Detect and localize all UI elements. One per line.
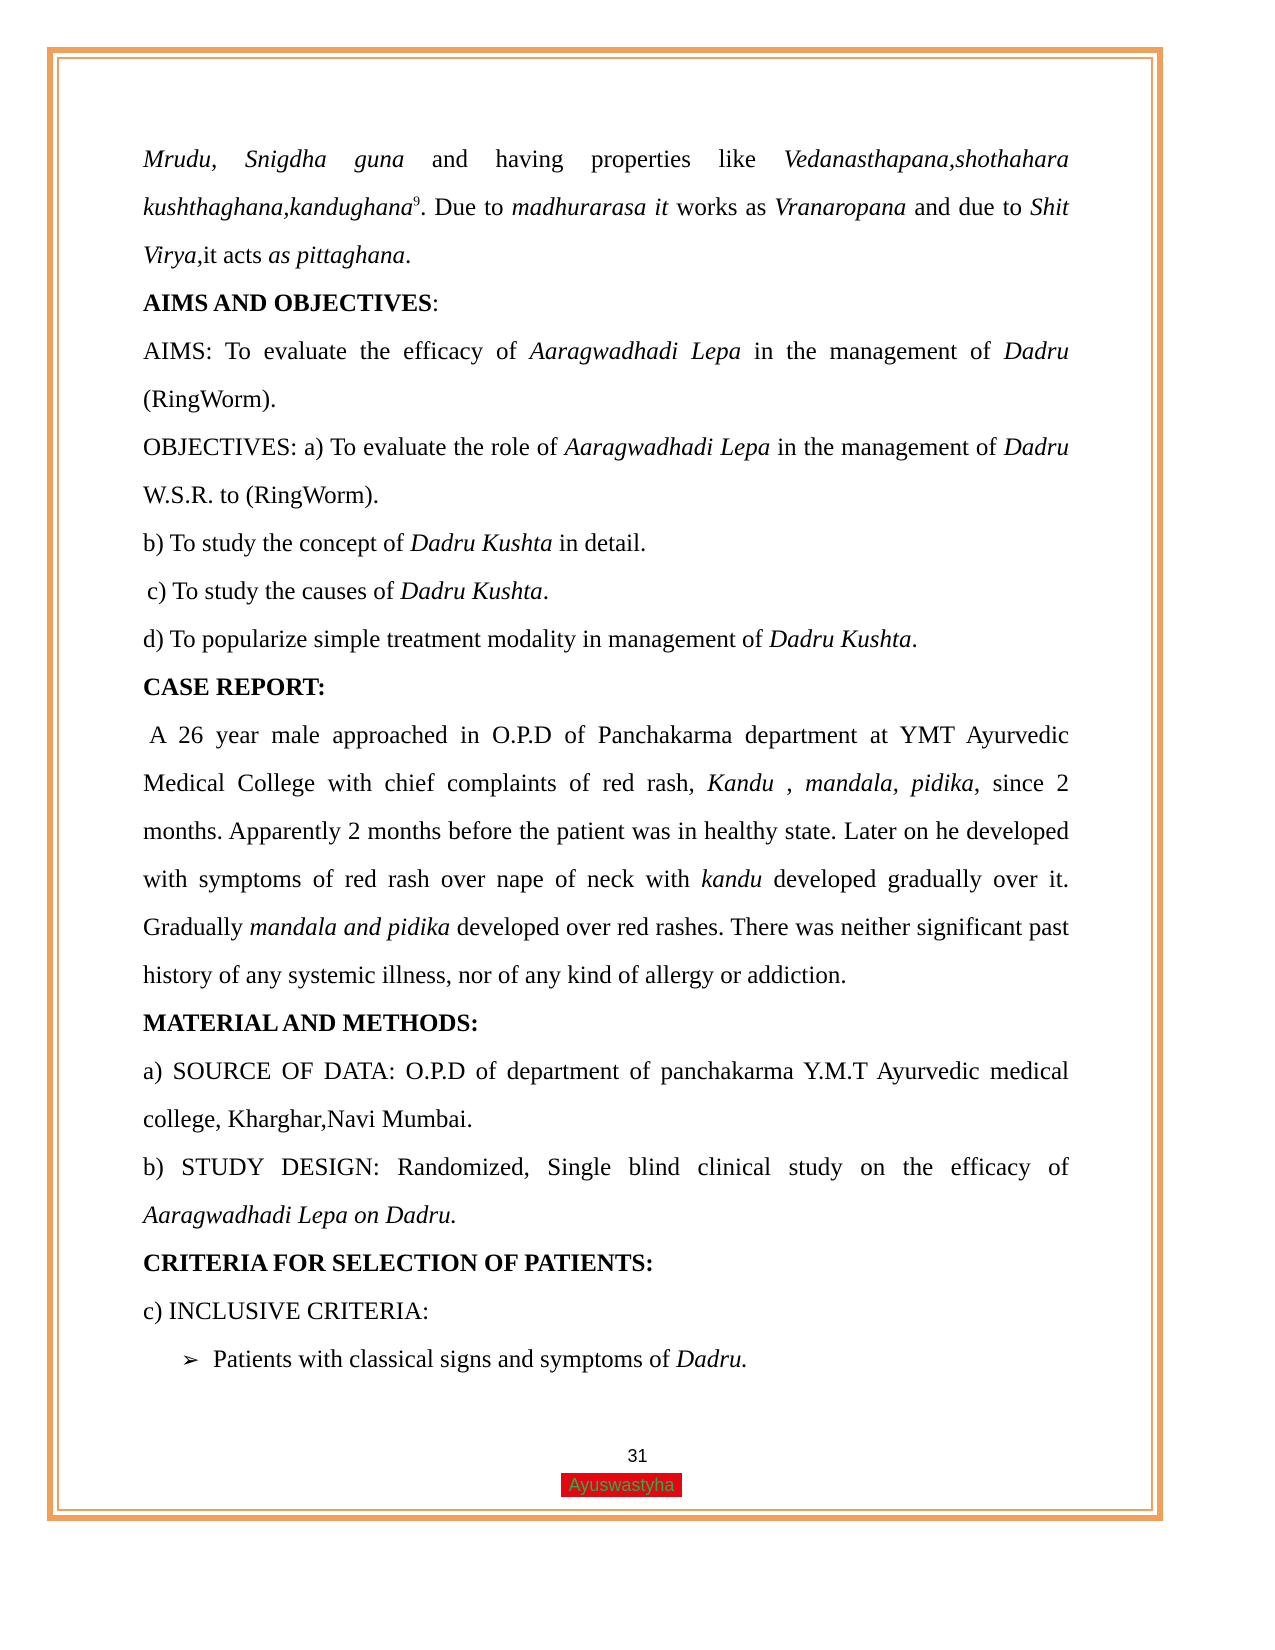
arrow-bullet-icon: ➢ bbox=[181, 1347, 200, 1372]
source-of-data: a) SOURCE OF DATA: O.P.D of department of panchakarma Y.M.T Ayurvedic medical college, Kharghar,Navi Mumbai. bbox=[143, 1058, 1069, 1133]
aims-paragraph: AIMS: To evaluate the efficacy of Aaragwadhadi Lepa in the management of Dadru (RingWorm). bbox=[143, 338, 1069, 413]
journal-name-badge: Ayuswastyha bbox=[561, 1473, 682, 1497]
page-number: 31 bbox=[627, 1446, 648, 1466]
material-methods-heading: MATERIAL AND METHODS: bbox=[143, 1010, 479, 1037]
inclusive-criteria-label: c) INCLUSIVE CRITERIA: bbox=[143, 1298, 430, 1325]
case-report-heading: CASE REPORT: bbox=[143, 674, 326, 701]
objective-c: c) To study the causes of Dadru Kushta. bbox=[147, 578, 549, 605]
criteria-heading: CRITERIA FOR SELECTION OF PATIENTS: bbox=[143, 1250, 654, 1277]
case-report-paragraph: A 26 year male approached in O.P.D of Panchakarma department at YMT Ayurvedic Medical College with chief complaints of red rash, Kandu , mandala, pidika, since 2 months. Apparently 2 months before the patient was in healthy state. Later on he developed with symptoms of red rash over nape of neck with kandu developed gradually over it. Gradually mandala and pidika developed over red rashes. There was neither significant past history of any systemic illness, nor of any kind of allergy or addiction. bbox=[143, 722, 1069, 989]
aims-objectives-heading: AIMS AND OBJECTIVES: bbox=[143, 290, 439, 317]
study-design: b) STUDY DESIGN: Randomized, Single blind clinical study on the efficacy of Aaragwadhadi Lepa on Dadru. bbox=[143, 1154, 1069, 1229]
objectives-paragraph: OBJECTIVES: a) To evaluate the role of Aaragwadhadi Lepa in the management of Dadru W.S.R. to (RingWorm). bbox=[143, 434, 1069, 509]
citation-superscript: 9 bbox=[413, 194, 421, 210]
objective-d: d) To popularize simple treatment modality in management of Dadru Kushta. bbox=[143, 626, 918, 653]
article-body bbox=[143, 136, 1069, 1384]
bullet-item: ➢ Patients with classical signs and symptoms of Dadru. bbox=[181, 1336, 1069, 1384]
intro-paragraph: Mrudu, Snigdha guna and having properties like Vedanasthapana,shothahara kushthaghana,kandughana$^9$. Due to madhurarasa it works as Vranaropana and due to Shit Virya,it acts as pittaghana. bbox=[143, 146, 1070, 269]
objective-b: b) To study the concept of Dadru Kushta in detail. bbox=[143, 530, 647, 557]
